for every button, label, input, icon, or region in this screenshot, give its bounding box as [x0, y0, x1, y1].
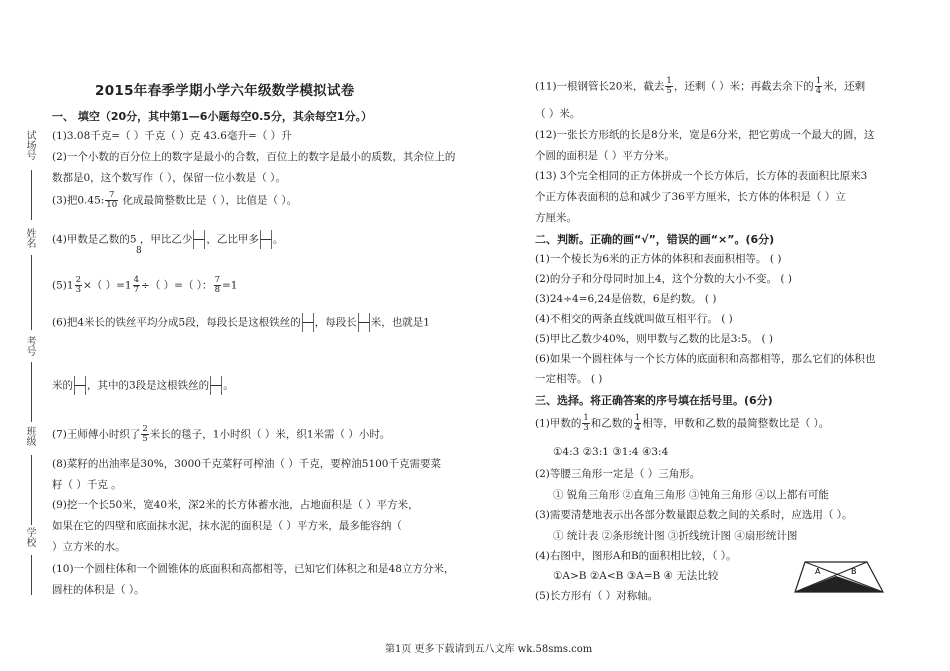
- fraction-numerator: 7: [214, 275, 220, 285]
- exam-room-label: 试场号: [24, 130, 35, 160]
- fraction-denominator: 3: [75, 285, 81, 295]
- judge-6-line-2: 一定相等。 ( ): [535, 373, 603, 385]
- c1-text-start: (1)甲数的: [535, 417, 582, 430]
- choice-4: (4)右图中，图形A和B的面积相比较，（ ）。: [535, 550, 737, 562]
- question-12-line-2: 个圆的面积是（ ）平方分米。: [535, 150, 675, 162]
- q11-text-start: (11)一根钢管长20米，截去: [535, 80, 665, 93]
- judge-4: (4)不相交的两条直线就叫做互相平行。 ( ): [535, 313, 733, 325]
- question-13-line-3: 方厘米。: [535, 212, 577, 224]
- judge-6-line-1: (6)如果一个圆柱体与一个长方体的底面积和高都相等，那么它们的体积也: [535, 353, 876, 365]
- question-6-line-2: [52, 376, 234, 395]
- q5-text-d: ÷（ ）=（ ）：: [141, 279, 213, 292]
- school-label: 学校: [24, 527, 35, 547]
- question-2-line-2: 数都是0，这个数写作（ ），保留一位小数是（ ）。: [52, 172, 286, 184]
- fraction: [75, 276, 82, 295]
- fraction-denominator: 10: [106, 200, 118, 210]
- q4-text-mid: ，甲比乙少: [139, 233, 193, 246]
- question-4: [52, 230, 283, 249]
- q7-text-end: 米长的毯子，1小时织（ ）米，织1米需（ ）小时。: [149, 428, 391, 441]
- question-13-line-2: 个正方体表面积的总和减少了36平方厘米，长方体的体积是（ ）立: [535, 191, 846, 203]
- q11-text-mid: ，还剩（ ）米；再截去余下的: [673, 80, 814, 93]
- q5-text-f: =1: [221, 279, 238, 292]
- fraction: [665, 77, 672, 96]
- fraction-denominator: 3: [583, 423, 589, 433]
- question-2-line-1: (2)一个小数的百分位上的数字是最小的合数，百位上的数字是最小的质数，其余位上的: [52, 151, 456, 163]
- q11-text-end: 米，还剩: [823, 80, 866, 93]
- q6-text-end: 米，也就是1: [370, 316, 430, 329]
- question-6-line-1: [52, 313, 430, 332]
- blank-fraction-box: [210, 376, 222, 395]
- question-3: [52, 191, 297, 210]
- fraction-denominator: 4: [815, 86, 822, 96]
- judge-3: (3)24÷4=6,24是倍数，6是约数。 ( ): [535, 293, 717, 305]
- judge-2: (2)的分子和分母同时加上4，这个分数的大小不变。 ( ): [535, 273, 792, 285]
- fraction-numerator: 1: [666, 76, 672, 86]
- binding-line: [31, 170, 32, 220]
- trapezoid-figure-svg: [793, 560, 885, 594]
- trapezoid-figure: [793, 560, 885, 597]
- fraction-denominator: 4: [634, 423, 641, 433]
- question-9-line-1: (9)挖一个长50米，宽40米，深2米的长方体蓄水池，占地面积是（ ）平方米，: [52, 499, 419, 511]
- question-12-line-1: (12)一张长方形纸的长是8分米，宽是6分米，把它剪成一个最大的圆，这: [535, 129, 875, 141]
- section-choice-heading: 三、选择。将正确答案的序号填在括号里。(6分): [535, 394, 773, 407]
- question-1: (1)3.08千克=（ ）千克（ ）克 43.6毫升=（ ）升: [52, 130, 292, 142]
- fraction-numerator: 7: [105, 191, 118, 201]
- q4-text-end: 。: [272, 233, 284, 246]
- question-5: [52, 276, 237, 295]
- q5-text-b: ×（ ）=1: [82, 279, 132, 292]
- choice-3-options: ① 统计表 ②条形统计图 ③折线统计图 ④扇形统计图: [553, 530, 798, 542]
- question-11-line-2: （ ）米。: [535, 108, 581, 120]
- q5-text-a: (5)1: [52, 279, 74, 292]
- blank-fraction-box: [74, 376, 86, 395]
- c1-text-end: 相等，甲数和乙数的最简整数比是（ ）。: [642, 417, 830, 430]
- fraction: [582, 414, 589, 433]
- page-footer: 第1页 更多下载请到五八文库 wk.58sms.com: [385, 644, 593, 655]
- binding-margin: [0, 0, 40, 671]
- fraction-denominator: 5: [142, 434, 148, 444]
- class-label: 班级: [24, 426, 35, 446]
- question-8-line-1: (8)菜籽的出油率是30%，3000千克菜籽可榨油（ ）千克，要榨油5100千克需要菜: [52, 458, 441, 470]
- q4-text-mid2: ，乙比甲多: [206, 233, 259, 246]
- question-7: [52, 425, 390, 444]
- q7-text-start: (7)王师傅小时织了: [52, 428, 141, 441]
- choice-2-options: ① 锐角三角形 ②直角三角形 ③钝角三角形 ④以上都有可能: [553, 489, 829, 501]
- judge-5: (5)甲比乙数少40%，则甲数与乙数的比是3:5。 ( ): [535, 333, 773, 345]
- fraction: [634, 414, 641, 433]
- judge-1: (1)一个棱长为6米的正方体的体积和表面积相等。 ( ): [535, 253, 782, 265]
- q6-text-mid: ，每段长: [314, 316, 357, 329]
- question-11-line-1: [535, 77, 865, 96]
- q3-text-end: 化成最简整数比是（ ），比值是（ ）。: [119, 194, 298, 207]
- fraction-numerator: 4: [133, 275, 140, 285]
- page-title: 2015年春季学期小学六年级数学模拟试卷: [95, 83, 355, 99]
- section-fill-blank-heading: 一、 填空（20分，其中第1—6小题每空0.5分，其余每空1分。）: [52, 110, 373, 123]
- binding-line: [31, 455, 32, 525]
- choice-2: (2)等腰三角形一定是（ ）三角形。: [535, 468, 701, 480]
- binding-line: [31, 255, 32, 330]
- fraction-denominator: 8: [214, 285, 220, 295]
- question-8-line-2: 籽（ ）千克 。: [52, 479, 122, 491]
- binding-line: [31, 362, 32, 422]
- q6-text-start: (6)把4米长的铁丝平均分成5段，每段长是这根铁丝的: [52, 316, 301, 329]
- q6b-text-mid: ，其中的3段是这根铁丝的: [87, 379, 210, 392]
- question-13-line-1: (13) 3个完全相同的正方体拼成一个长方体后，长方体的表面积比原来3: [535, 170, 868, 182]
- choice-5: (5)长方形有（ ）对称轴。: [535, 590, 659, 602]
- question-10-line-2: 圆柱的体积是（ ）。: [52, 584, 145, 596]
- q3-text-start: (3)把0.45:: [52, 194, 105, 207]
- blank-fraction-box: [358, 313, 370, 332]
- fraction-denominator: 5: [666, 86, 672, 96]
- fraction-numerator: 2: [142, 424, 148, 434]
- fraction: [815, 77, 822, 96]
- fraction: [214, 276, 221, 295]
- fraction-denominator: 7: [133, 285, 140, 295]
- choice-4-options: ①A>B ②A<B ③A=B ④ 无法比较: [553, 570, 719, 582]
- question-10-line-1: (10)一个圆柱体和一个圆锥体的底面积和高都相等，已知它们体积之和是48立方分米，: [52, 563, 455, 575]
- fraction-numerator: 1: [583, 413, 589, 423]
- question-9-line-2: 如果在它的四壁和底面抹水泥，抹水泥的面积是（ ）平方米，最多能容纳（: [52, 520, 402, 532]
- choice-3: (3)需要清楚地表示出各部分数量跟总数之间的关系时，应选用（ ）。: [535, 509, 853, 521]
- region-b-label: B: [851, 567, 857, 576]
- fraction: [141, 425, 148, 444]
- q4-text-start: (4)甲数是乙数的5: [52, 233, 137, 246]
- c1-text-mid: 和乙数的: [590, 417, 633, 430]
- fraction-numerator: 2: [75, 275, 81, 285]
- fraction: [133, 276, 140, 295]
- name-label: 姓名: [24, 228, 35, 248]
- q6b-text-end: 。: [223, 379, 234, 392]
- region-a-label: A: [815, 567, 821, 576]
- q6b-text-start: 米的: [52, 379, 73, 392]
- fraction-numerator: 1: [815, 76, 822, 86]
- choice-1-options: ①4:3 ②3:1 ③1:4 ④3:4: [553, 446, 669, 458]
- blank-fraction-box: [193, 230, 205, 249]
- choice-1: [535, 414, 829, 433]
- question-9-line-3: ）立方米的水。: [52, 541, 126, 553]
- blank-fraction-box: [302, 313, 314, 332]
- fraction: [105, 191, 118, 210]
- q4-denominator: 8: [136, 246, 142, 256]
- exam-number-label: 考号: [24, 336, 35, 356]
- binding-line: [31, 555, 32, 595]
- blank-fraction-box: [260, 230, 272, 249]
- fraction-numerator: 1: [634, 413, 641, 423]
- section-judge-heading: 二、判断。正确的画“√”，错误的画“×”。(6分): [535, 233, 775, 246]
